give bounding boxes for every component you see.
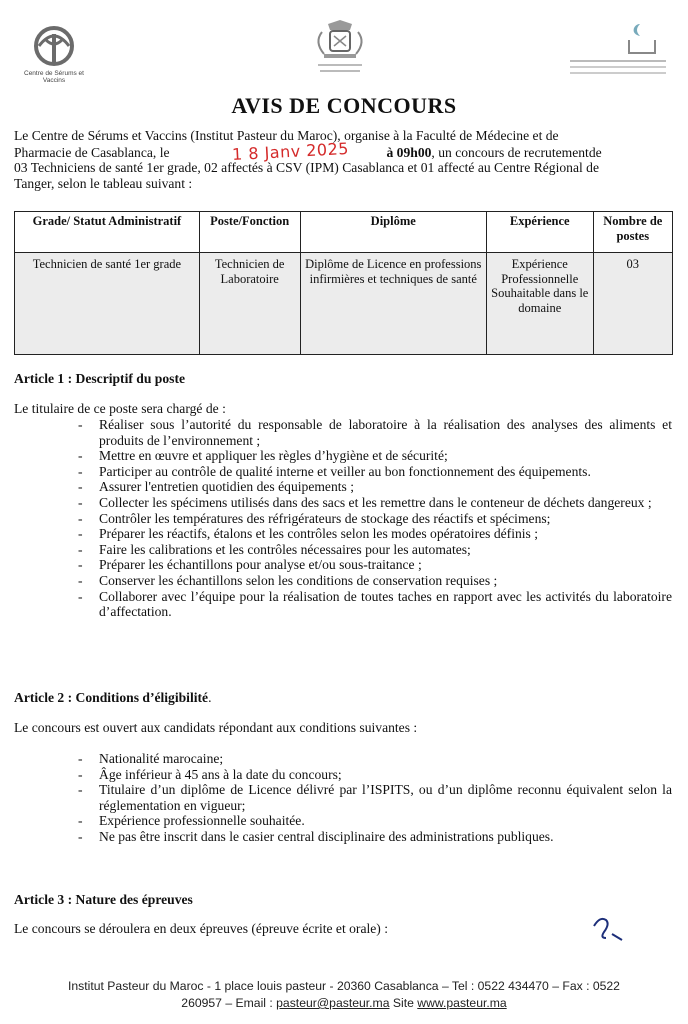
header-nombre-postes: Nombre de postes: [593, 212, 672, 253]
royal-emblem: [300, 18, 380, 80]
list-item: - Contrôler les températures des réfrigérateurs de stockage des réactifs et spécimens;: [78, 511, 672, 527]
article-2-lead: Le concours est ouvert aux candidats répondant aux conditions suivantes :: [14, 720, 418, 735]
intro-line-3: 03 Techniciens de santé 1er grade, 02 affectés à CSV (IPM) Casablanca et 01 affecté au Centre Régional de: [14, 160, 600, 176]
website-link[interactable]: www.pasteur.ma: [417, 996, 507, 1010]
cell-nombre-postes: 03: [593, 253, 672, 355]
article-2-heading: Article 2 : Conditions d’éligibilité.: [14, 690, 212, 705]
footer-contact-pre: 260957 – Email :: [181, 996, 277, 1010]
article-2-list: [78, 751, 672, 845]
header-diplome: Diplôme: [300, 212, 486, 253]
signature-mark: [588, 908, 628, 948]
list-item: - Nationalité marocaine;: [78, 751, 672, 767]
article-3-lead: Le concours se déroulera en deux épreuves (épreuve écrite et orale) :: [14, 921, 389, 936]
cell-grade: Technicien de santé 1er grade: [15, 253, 200, 355]
list-item: - Titulaire d’un diplôme de Licence délivré par l’ISPITS, ou d’un diplôme reconnu équivalent selon la réglementation en vigueur;: [78, 782, 672, 813]
header-grade: Grade/ Statut Administratif: [15, 212, 200, 253]
intro-line-2-post: , un concours de recrutementde: [431, 144, 602, 160]
list-item: - Collaborer avec l’équipe pour la réalisation de toutes taches en rapport avec les activités du laboratoire d’affectation.: [78, 589, 672, 620]
list-item: - Faire les calibrations et les contrôles nécessaires pour les automates;: [78, 542, 672, 558]
email-link[interactable]: pasteur@pasteur.ma: [276, 996, 390, 1010]
footer-contact: [0, 995, 688, 1012]
list-item: - Ne pas être inscrit dans le casier central disciplinaire des administrations publiques.: [78, 829, 672, 845]
intro-line-1: Le Centre de Sérums et Vaccins (Institut Pasteur du Maroc), organise à la Faculté de Médecine et de: [14, 128, 559, 143]
list-item: - Expérience professionnelle souhaitée.: [78, 813, 672, 829]
ministry-logo: [560, 18, 672, 80]
article-1-heading: Article 1 : Descriptif du poste: [14, 371, 186, 386]
header-poste: Poste/Fonction: [199, 212, 300, 253]
date-stamp: 1 8 Janv 2025: [231, 138, 349, 164]
list-item: - Préparer les échantillons pour analyse et/ou sous-traitance ;: [78, 557, 672, 573]
article-2-heading-text: Article 2 : Conditions d’éligibilité: [14, 690, 209, 705]
cell-diplome: Diplôme de Licence en professions infirmières et techniques de santé: [300, 253, 486, 355]
footer: [0, 978, 688, 1012]
list-item: - Mettre en œuvre et appliquer les règles d’hygiène et de sécurité;: [78, 448, 672, 464]
article-1-lead: Le titulaire de ce poste sera chargé de :: [14, 401, 226, 416]
footer-address: Institut Pasteur du Maroc - 1 place louis pasteur - 20360 Casablanca – Tel : 0522 434470 – Fax : 0522: [68, 979, 620, 993]
cell-experience: Expérience Professionnelle Souhaitable dans le domaine: [486, 253, 593, 355]
list-item: - Préparer les réactifs, étalons et les contrôles selon les modes opératoires définis ;: [78, 526, 672, 542]
table-row: [15, 253, 673, 355]
list-item: - Collecter les spécimens utilisés dans des sacs et les remettre dans le conteneur de déchets dangereux ;: [78, 495, 672, 511]
header-experience: Expérience: [486, 212, 593, 253]
list-item: - Conserver les échantillons selon les conditions de conservation requises ;: [78, 573, 672, 589]
list-item: - Assurer l'entretien quotidien des équipements ;: [78, 479, 672, 495]
intro-line-4: Tanger, selon le tableau suivant :: [14, 175, 193, 191]
intro-paragraph: [14, 128, 672, 191]
positions-table: [14, 211, 673, 355]
footer-site-label: Site: [389, 996, 418, 1010]
table-header-row: [15, 212, 673, 253]
list-item: - Réaliser sous l’autorité du responsable de laboratoire à la réalisation des analyses des aliments et produits de l’environnement ;: [78, 417, 672, 448]
cell-poste: Technicien de Laboratoire: [199, 253, 300, 355]
article-1-list: [78, 417, 672, 620]
intro-line-2: [14, 138, 672, 164]
intro-line-2-pre: Pharmacie de Casablanca, le: [14, 144, 170, 160]
page-title: AVIS DE CONCOURS: [231, 93, 457, 118]
article-3-heading: Article 3 : Nature des épreuves: [14, 892, 193, 907]
concours-time: à 09h00: [386, 144, 432, 160]
list-item: - Participer au contrôle de qualité interne et veiller au bon fonctionnement des équipements.: [78, 464, 672, 480]
csv-logo: [14, 24, 94, 84]
csv-logo-caption: Centre de Sérums et Vaccins: [24, 70, 84, 84]
list-item: - Âge inférieur à 45 ans à la date du concours;: [78, 767, 672, 783]
